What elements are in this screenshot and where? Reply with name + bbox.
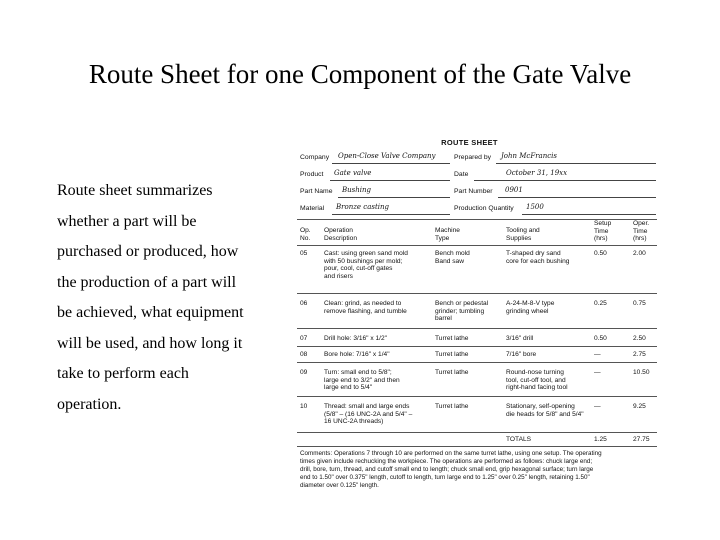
op-description-line: large end to 5/4" (324, 384, 373, 392)
op-number: 08 (300, 351, 308, 358)
col-head-line: Time (594, 227, 609, 235)
op-machine: Turret lathe (435, 369, 469, 376)
op-description-line: Cast: using green sand mold (324, 250, 408, 257)
op-machine: Turret lathe (435, 335, 469, 342)
product-label: Product (300, 171, 324, 178)
col-head-line: Operation (324, 227, 353, 234)
prepared-underline (496, 163, 656, 164)
totals-oper: 27.75 (633, 436, 650, 443)
op-description-line: large end to 3/2" and then (324, 376, 400, 384)
op-machine-line: grinder; tumbling (435, 307, 485, 315)
comments-block (300, 450, 658, 490)
header-row-material (300, 205, 657, 216)
date-label: Date (454, 171, 469, 178)
part-name-underline (338, 197, 450, 198)
op-oper-time: 2.75 (633, 351, 646, 358)
op-tooling (506, 300, 594, 315)
op-oper-time: 2.50 (633, 335, 646, 342)
comment-line: times given include rechucking the workpiece. The operations are performed as follows: chuck large end; (300, 458, 593, 466)
op-description (324, 300, 432, 315)
op-machine-line: barrel (435, 315, 452, 323)
row-divider (297, 328, 657, 329)
prepared-label: Prepared by (454, 154, 492, 161)
columns-divider (297, 245, 657, 246)
part-name-value: Bushing (342, 186, 371, 194)
quantity-label: Production Quantity (454, 205, 514, 212)
col-head-oper (633, 220, 649, 243)
op-oper-time: 0.75 (633, 300, 646, 307)
totals-setup: 1.25 (594, 436, 607, 443)
operation-row (297, 403, 657, 429)
col-head-line: Time (633, 227, 648, 235)
op-description (324, 250, 432, 280)
col-head-line: Op. (300, 227, 311, 234)
op-description-line: (5/8" – (16 UNC-2A and 5/4" – (324, 410, 413, 418)
col-head-op-no (300, 227, 311, 242)
op-oper-time: 9.25 (633, 403, 646, 410)
op-setup-time: — (594, 403, 601, 410)
material-label: Material (300, 205, 325, 212)
body-text (57, 176, 282, 420)
route-sheet-heading: ROUTE SHEET (441, 138, 498, 147)
row-divider (297, 362, 657, 363)
body-line: purchased or produced, how (57, 243, 239, 260)
operation-row (297, 351, 657, 361)
header-row-part (300, 188, 657, 199)
row-divider (297, 346, 657, 347)
op-description (324, 403, 432, 426)
company-value: Open-Close Valve Company (338, 152, 436, 160)
body-line: be achieved, what equipment (57, 304, 244, 321)
op-number: 10 (300, 403, 308, 410)
op-description-line: remove flashing, and tumble (324, 307, 407, 315)
totals-divider (297, 446, 657, 447)
op-description-line: Turn: small end to 5/8"; (324, 369, 392, 376)
col-head-machine (435, 227, 460, 242)
part-number-label: Part Number (454, 188, 493, 195)
col-head-description (324, 227, 357, 242)
op-tooling-line: Stationary, self-opening (506, 403, 575, 410)
product-underline (330, 180, 450, 181)
product-value: Gate valve (334, 169, 372, 177)
body-line: whether a part will be (57, 212, 197, 230)
date-underline (474, 180, 656, 181)
op-tooling: 7/16" bore (506, 351, 537, 358)
op-tooling-line: right-hand facing tool (506, 384, 568, 392)
op-description (324, 369, 432, 392)
row-divider (297, 432, 657, 433)
operation-row (297, 335, 657, 345)
header-row-product (300, 171, 657, 182)
body-line: the production of a part will (57, 273, 237, 291)
op-tooling-line: grinding wheel (506, 307, 549, 315)
op-description-line: pour, cool, cut-off gates (324, 265, 393, 273)
company-label: Company (300, 154, 330, 161)
part-number-underline (498, 197, 656, 198)
op-setup-time: — (594, 351, 601, 358)
op-machine-line: Bench mold (435, 250, 470, 257)
col-head-tooling (506, 227, 540, 242)
op-tooling (506, 369, 594, 392)
col-head-setup (594, 220, 611, 243)
part-number-value: 0901 (505, 186, 523, 194)
op-tooling-line: core for each bushing (506, 257, 570, 265)
op-setup-time: — (594, 369, 601, 376)
op-number: 05 (300, 250, 308, 257)
col-head-line: No. (300, 234, 311, 242)
header-row-company (300, 154, 657, 165)
op-tooling-line: Round-nose turning (506, 369, 564, 376)
col-head-line: Supplies (506, 234, 532, 242)
col-head-line: Tooling and (506, 227, 540, 234)
company-underline (332, 163, 450, 164)
col-head-line: Description (324, 234, 357, 242)
col-head-line: Setup (594, 220, 612, 227)
date-value: October 31, 19xx (506, 169, 568, 177)
op-description-line: and risers (324, 272, 353, 280)
col-head-line: (hrs) (594, 235, 608, 243)
quantity-underline (522, 214, 656, 215)
route-sheet-form (297, 135, 660, 510)
op-description-line: with 50 bushings per mold; (324, 257, 403, 265)
body-line: will be used, and how long it (57, 334, 243, 352)
material-underline (332, 214, 450, 215)
prepared-value: John McFrancis (501, 152, 557, 160)
op-description-line: Clean: grind, as needed to (324, 300, 402, 307)
op-machine (435, 300, 505, 323)
op-machine: Turret lathe (435, 351, 469, 358)
op-tooling (506, 250, 594, 265)
col-head-line: Machine (435, 227, 460, 234)
body-line: Route sheet summarizes (57, 182, 213, 199)
op-number: 06 (300, 300, 308, 307)
op-description-line: 16 UNC-2A threads) (324, 418, 384, 426)
op-number: 09 (300, 369, 308, 376)
operation-row (297, 250, 657, 294)
quantity-value: 1500 (526, 203, 544, 211)
op-number: 07 (300, 335, 308, 342)
comment-line: Comments: Operations 7 through 10 are performed on the same turret lathe, using one setup. The operating (300, 450, 602, 457)
op-oper-time: 2.00 (633, 250, 646, 257)
row-divider (297, 396, 657, 397)
totals-label: TOTALS (506, 436, 532, 443)
comment-line: end to 1.50" over 0.375" length, cutoff to length, turn large end to 1.25" over 0.25" length, retaining 1.50" (300, 474, 590, 482)
body-line: take to perform each (57, 365, 189, 382)
slide-title: Route Sheet for one Component of the Gate Valve (88, 59, 632, 89)
col-head-line: (hrs) (633, 235, 647, 243)
op-oper-time: 10.50 (633, 369, 650, 376)
op-tooling-line: T-shaped dry sand (506, 250, 561, 257)
comment-line: drill, bore, turn, thread, and cutoff small end to length; chuck small end, grip hexagonal surface; turn large (300, 466, 594, 474)
op-setup-time: 0.25 (594, 300, 607, 307)
op-tooling: 3/16" drill (506, 335, 534, 342)
comment-line: diameter over 0.125" length. (300, 482, 379, 490)
op-setup-time: 0.50 (594, 250, 607, 257)
op-description: Bore hole: 7/16" x 1/4" (324, 351, 390, 358)
body-line: operation. (57, 395, 122, 413)
col-head-line: Oper. (633, 220, 650, 227)
op-machine (435, 250, 505, 265)
row-divider (297, 293, 657, 294)
op-description: Drill hole: 3/16" x 1/2" (324, 335, 387, 342)
op-tooling-line: tool, cut-off tool, and (506, 376, 566, 384)
op-tooling (506, 403, 594, 418)
op-tooling-line: A-24-M-8-V type (506, 300, 555, 307)
op-machine-line: Bench or pedestal (435, 300, 489, 307)
op-setup-time: 0.50 (594, 335, 607, 342)
col-head-line: Type (435, 234, 450, 242)
part-name-label: Part Name (300, 188, 333, 195)
op-tooling-line: die heads for 5/8" and 5/4" (506, 410, 584, 418)
material-value: Bronze casting (336, 203, 389, 211)
operation-row (297, 369, 657, 395)
operation-row (297, 300, 657, 328)
op-description-line: Thread: small and large ends (324, 403, 410, 410)
op-machine-line: Band saw (435, 257, 464, 265)
op-machine: Turret lathe (435, 403, 469, 410)
